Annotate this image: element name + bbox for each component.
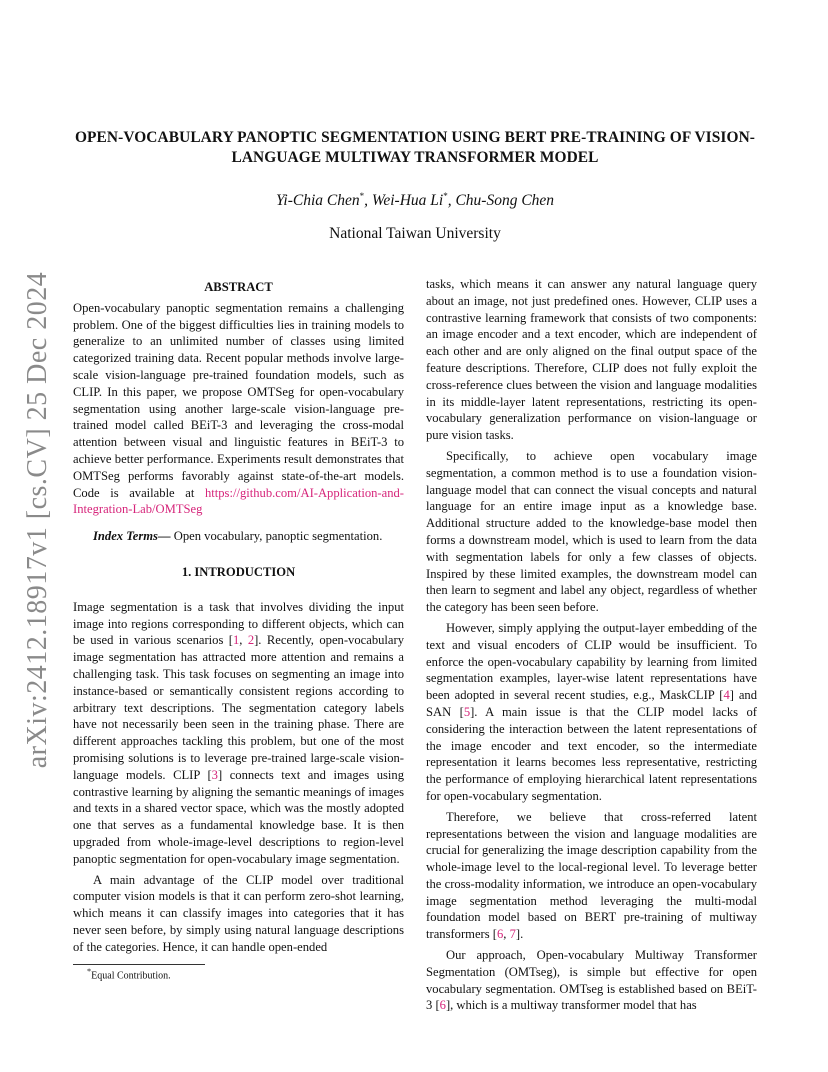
- footnote: [87, 966, 171, 982]
- abstract-text: Open-vocabulary panoptic segmentation remains a challenging problem. One of the biggest difficulties lies in training models to generalize to an unlimited number of classes using limited categorized training data. Recent popular methods involve large-scale vision-language pre-trained foundation models, such as CLIP. In this paper, we propose OMTSeg for open-vocabulary segmentation using another large-scale vision-language pre-trained model called BEiT-3 and leveraging the cross-modal attention between visual and linguistic features in BEiT-3 to achieve better performance. Experiments result demonstrates that OMTSeg performs favorably against state-of-the-art models. Code is available at: [73, 300, 404, 500]
- equal-contribution-mark: *: [443, 191, 448, 201]
- paragraph-text: Our approach, Open-vocabulary Multiway Transformer Segmentation (OMTseg), is simple but effective for open vocabulary segmentation. OMTseg is established based on BEiT-3 [: [426, 948, 757, 1013]
- left-column: [73, 279, 404, 955]
- paragraph-text: ,: [503, 927, 510, 942]
- abstract-body: [73, 300, 404, 518]
- intro-paragraph-7: [426, 947, 757, 1014]
- arxiv-identifier-stamp: [18, 270, 58, 770]
- arxiv-identifier-text: arXiv:2412.18917v1 [cs.CV] 25 Dec 2024: [22, 271, 53, 769]
- abstract-heading: ABSTRACT: [204, 280, 273, 294]
- paragraph-text: ], which is a multiway transformer model that has: [445, 998, 697, 1013]
- intro-paragraph-3: tasks, which means it can answer any natural language query about an image, not just predefined ones. However, CLIP uses a contrastive learning framework that consists of two components: an image encoder and a text encoder, which are independent of each other and are only aligned on the final output space of the feature descriptions. Therefore, CLIP does not fully exploit the cross-reference clues between the vision and language modalities in its middle-layer latent representations, restricting its open-vocabulary generalization performance on vision-language or pure vision tasks.: [426, 277, 757, 443]
- index-terms: [73, 528, 404, 545]
- intro-paragraph-5: [426, 620, 757, 805]
- author-separator: ,: [364, 192, 372, 210]
- paper-title: OPEN-VOCABULARY PANOPTIC SEGMENTATION USING BERT PRE-TRAINING OF VISION-LANGUAGE MULTIWAY TRANSFORMER MODEL: [74, 129, 756, 166]
- footnote-mark: *: [87, 967, 92, 976]
- author-name: Wei-Hua Li: [371, 192, 444, 210]
- citation-link[interactable]: 4: [723, 688, 730, 703]
- citation-link[interactable]: 2: [247, 633, 255, 648]
- footnote-divider: [73, 964, 205, 965]
- paragraph-text: ,: [239, 633, 248, 648]
- citation-link[interactable]: 7: [509, 927, 516, 942]
- author-name: Chu-Song Chen: [455, 192, 555, 210]
- intro-paragraph-1: [73, 599, 404, 868]
- paragraph-text: ] and SAN [: [426, 688, 757, 719]
- paragraph-text: Therefore, we believe that cross-referred latent representations between the vision and language modalities are crucial for generalizing the image description capability from the whole-image level to the local-regional level. To leverage better the cross-modality information, we introduce an open-vocabulary image segmentation method leveraging the multi-modal foundation model based on BERT pre-training of multiway transformers [: [426, 809, 757, 942]
- citation-link[interactable]: 1: [232, 633, 240, 648]
- citation-link[interactable]: 6: [439, 998, 446, 1013]
- paragraph-text: ] connects text and images using contrastive learning by aligning the semantic meanings of images and texts in a shared vector space, which was the mostly adopted one that serves as a fundamental knowledge base. It is then upgraded from whole-image-level descriptions to region-level panoptic segmentation for open-vocabulary image segmentation.: [73, 767, 404, 866]
- index-terms-text: Open vocabulary, panoptic segmentation.: [173, 529, 383, 544]
- citation-link[interactable]: 3: [211, 767, 218, 782]
- paragraph-text: ].: [515, 927, 524, 942]
- code-repository-link[interactable]: https://github.com/AI-Application-and-Integration-Lab/OMTSeg: [73, 485, 404, 517]
- section-heading-introduction: 1. INTRODUCTION: [181, 564, 296, 579]
- author-list: [70, 186, 760, 211]
- equal-contribution-mark: *: [359, 191, 365, 201]
- intro-paragraph-4: Specifically, to achieve open vocabulary image segmentation, a common method is to use a foundation vision-language model that can connect the visual concepts and natural language for an entire image input as a knowledge base. Additional structure added to the knowledge-base model then forms a downstream model, which is used to learn from the data with segmentation labels for only a few classes of objects. Inspired by these limited examples, the downstream model can then learn to segment and label any object, regardless of whether the category has been seen before.: [426, 448, 757, 615]
- footnote-text: Equal Contribution.: [91, 970, 171, 982]
- intro-paragraph-6: [426, 809, 757, 943]
- index-terms-label: Index Terms—: [93, 529, 171, 544]
- paragraph-text: ]. A main issue is that the CLIP model lacks of considering the interaction between the latent representations of the image encoder and text encoder, so the intermediate representation it learns becomes less representative, restricting the performance of employing hierarchical latent representations for open-vocabulary segmentation.: [426, 704, 757, 803]
- right-column: [426, 276, 757, 1014]
- author-separator: ,: [447, 192, 456, 210]
- affiliation: National Taiwan University: [329, 225, 501, 242]
- intro-paragraph-2: A main advantage of the CLIP model over traditional computer vision models is that it can perform zero-shot learning, which means it can classify images into categories that it has never seen before, by simply using natural language descriptions of the categories. Hence, it can handle open-ended: [73, 872, 404, 954]
- paragraph-text: Image segmentation is a task that involves dividing the input image into regions corresponding to different objects, which can be used in various scenarios [: [73, 599, 404, 648]
- citation-link[interactable]: 6: [497, 927, 504, 942]
- paragraph-text: ]. Recently, open-vocabulary image segmentation has attracted more attention and remains a challenging task. This task focuses on segmenting an image into instance-based or semantically consistent regions according to arbitrary text descriptions. The segmentation category labels have not necessarily been seen in the training phase. There are different approaches tackling this problem, but one of the most promising solutions is to leverage pre-trained large-scale vision-language models. CLIP [: [73, 633, 404, 782]
- citation-link[interactable]: 5: [463, 704, 471, 719]
- paragraph-text: However, simply applying the output-layer embedding of the text and visual encoders of CLIP would be insufficient. To enforce the open-vocabulary capability by learning from limited segmentation examples, layer-wise latent representations have been adopted in several recent studies, e.g., MaskCLIP [: [426, 620, 757, 703]
- author-name: Yi-Chia Chen: [275, 192, 360, 210]
